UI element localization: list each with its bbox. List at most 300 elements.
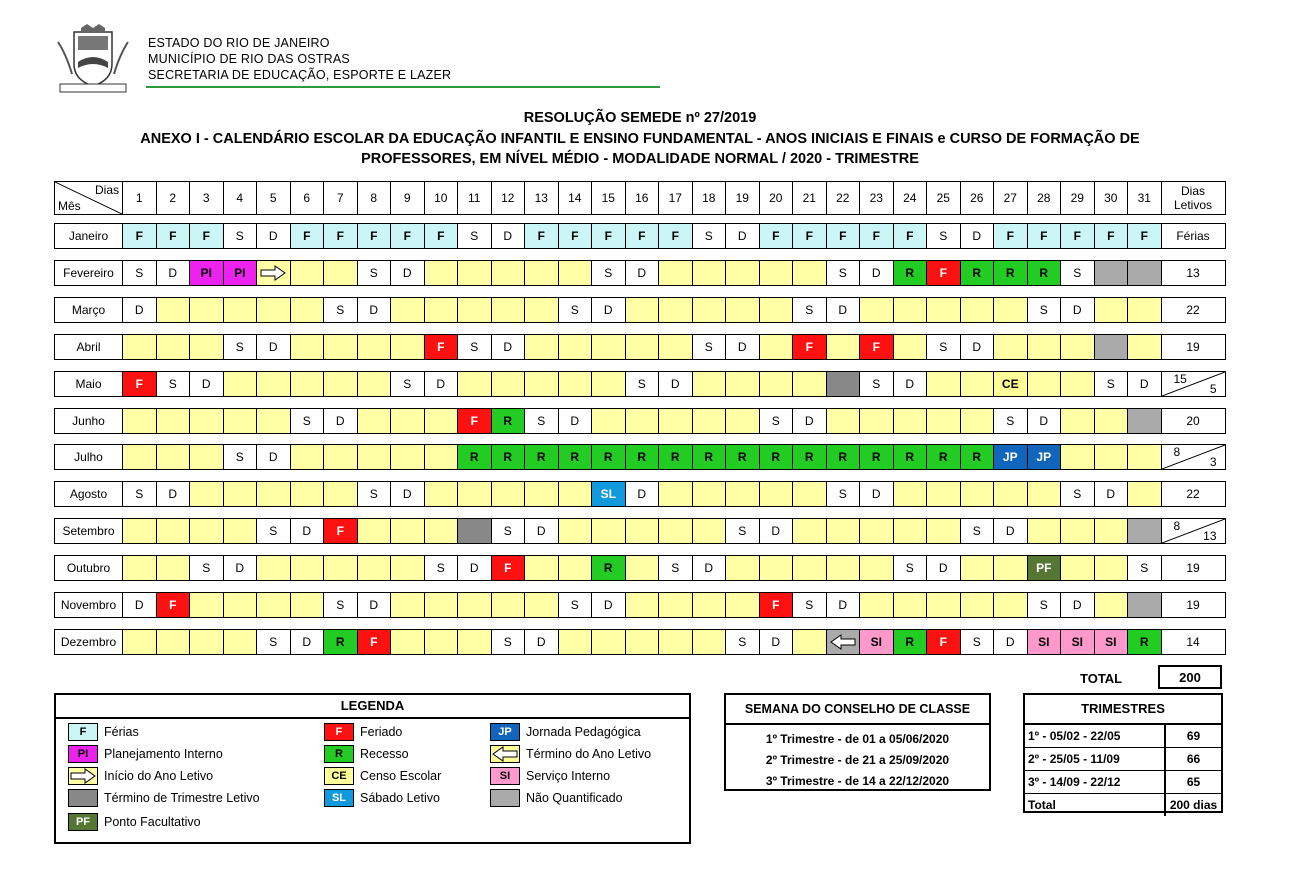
calendar-day-cell	[1060, 518, 1095, 544]
calendar-day-cell	[189, 444, 224, 470]
calendar-day-cell: D	[859, 260, 894, 286]
calendar-day-cell: S	[859, 371, 894, 397]
calendar-day-cell	[390, 444, 425, 470]
calendar-day-cell	[759, 334, 794, 360]
calendar-day-cell: S	[893, 555, 928, 581]
calendar-day-cell: S	[424, 555, 459, 581]
total-value: 200	[1158, 665, 1222, 689]
month-name: Agosto	[54, 481, 123, 507]
calendar-day-cell	[1094, 260, 1129, 286]
calendar-day-cell: D	[993, 629, 1028, 655]
calendar-day-cell: F	[156, 592, 191, 618]
calendar-day-cell: D	[156, 481, 191, 507]
calendar-day-cell	[122, 334, 157, 360]
calendar-day-cell: D	[122, 297, 157, 323]
legend-item	[324, 789, 440, 807]
calendar-day-cell	[725, 297, 760, 323]
day-header: 14	[558, 181, 593, 215]
calendar-day-cell	[323, 555, 358, 581]
conselho-line-2: 2º Trimestre - de 21 a 25/09/2020	[765, 753, 950, 767]
calendar-day-cell	[792, 629, 827, 655]
calendar-day-cell	[122, 555, 157, 581]
month-row	[54, 408, 1226, 434]
calendar-day-cell	[725, 555, 760, 581]
calendar-day-cell: S	[491, 629, 526, 655]
calendar-day-cell	[390, 408, 425, 434]
calendar-day-cell: R	[491, 444, 526, 470]
calendar-day-cell	[290, 481, 325, 507]
calendar-day-cell: F	[792, 223, 827, 249]
calendar-day-cell: D	[826, 592, 861, 618]
calendar-day-cell: D	[591, 297, 626, 323]
calendar-day-cell	[792, 260, 827, 286]
calendar-day-cell	[290, 444, 325, 470]
month-total: 13	[1161, 260, 1226, 286]
legend-swatch	[68, 789, 98, 807]
calendar-day-cell	[1127, 297, 1162, 323]
calendar-day-cell	[424, 481, 459, 507]
corner-days-label: Dias	[94, 183, 119, 197]
calendar-day-cell	[223, 629, 258, 655]
day-header: 3	[189, 181, 224, 215]
calendar-day-cell	[759, 481, 794, 507]
calendar-day-cell: R	[558, 444, 593, 470]
calendar-day-cell	[457, 481, 492, 507]
calendar-day-cell: S	[390, 371, 425, 397]
legend-swatch: PI	[68, 745, 98, 763]
calendar-day-cell	[390, 555, 425, 581]
month-row	[54, 555, 1226, 581]
calendar-day-cell: F	[122, 223, 157, 249]
calendar-day-cell	[357, 444, 392, 470]
calendar-day-cell: SI	[1027, 629, 1062, 655]
day-header: 8	[357, 181, 392, 215]
calendar-day-cell: R	[457, 444, 492, 470]
calendar-day-cell	[424, 518, 459, 544]
legend-item	[68, 813, 201, 831]
calendar-day-cell	[256, 555, 291, 581]
month-total: Férias	[1161, 223, 1226, 249]
calendar-day-cell: D	[256, 334, 291, 360]
header-state: ESTADO DO RIO DE JANEIRO	[148, 36, 330, 50]
calendar-day-cell	[290, 334, 325, 360]
calendar-day-cell	[357, 371, 392, 397]
calendar-day-cell: S	[1027, 297, 1062, 323]
calendar-day-cell: D	[290, 629, 325, 655]
calendar-day-cell	[893, 408, 928, 434]
calendar-day-cell: D	[960, 223, 995, 249]
arrow-right-icon	[68, 767, 98, 785]
calendar-day-cell	[725, 260, 760, 286]
legend-label: Início do Ano Letivo	[104, 769, 214, 783]
calendar-day-cell	[692, 260, 727, 286]
calendar-day-cell: D	[658, 371, 693, 397]
calendar-day-cell	[725, 481, 760, 507]
header-secretariat: SECRETARIA DE EDUCAÇÃO, ESPORTE E LAZER	[148, 68, 452, 82]
legend-label: Planejamento Interno	[104, 747, 223, 761]
calendar-day-cell	[993, 297, 1028, 323]
month-name: Setembro	[54, 518, 123, 544]
conselho-title: SEMANA DO CONSELHO DE CLASSE	[726, 695, 989, 725]
calendar-day-cell	[692, 592, 727, 618]
calendar-day-cell	[256, 297, 291, 323]
legend-item	[68, 789, 260, 807]
day-header: 5	[256, 181, 291, 215]
day-header: 27	[993, 181, 1028, 215]
calendar-day-cell: S	[993, 408, 1028, 434]
calendar-day-cell	[1094, 592, 1129, 618]
calendar-day-cell: D	[390, 481, 425, 507]
calendar-day-cell: S	[189, 555, 224, 581]
calendar-day-cell	[457, 518, 492, 544]
calendar-day-cell: R	[993, 260, 1028, 286]
calendar-day-cell	[524, 371, 559, 397]
calendar-day-cell	[189, 481, 224, 507]
month-row	[54, 481, 1226, 507]
calendar-day-cell	[1060, 555, 1095, 581]
legend-title: LEGENDA	[56, 695, 689, 719]
letivos-header: Dias Letivos	[1161, 181, 1226, 215]
calendar-day-cell	[893, 518, 928, 544]
calendar-day-cell	[658, 592, 693, 618]
month-name: Julho	[54, 444, 123, 470]
calendar-day-cell	[558, 334, 593, 360]
day-header: 6	[290, 181, 325, 215]
legend-swatch: PF	[68, 813, 98, 831]
calendar-day-cell: D	[625, 260, 660, 286]
legend-label: Serviço Interno	[526, 769, 611, 783]
calendar-day-cell	[290, 555, 325, 581]
calendar-day-cell	[256, 481, 291, 507]
legend-item	[324, 723, 402, 741]
trimestre-period: 1º - 05/02 - 22/05	[1025, 725, 1166, 747]
legend-label: Jornada Pedagógica	[526, 725, 641, 739]
calendar-day-cell: PF	[1027, 555, 1062, 581]
legend-swatch: JP	[490, 723, 520, 741]
month-total: 19	[1161, 592, 1226, 618]
calendar-day-cell	[893, 481, 928, 507]
calendar-day-cell	[390, 334, 425, 360]
calendar-day-cell	[156, 334, 191, 360]
trimestre-period: Total	[1025, 794, 1166, 816]
calendar-day-cell	[223, 481, 258, 507]
calendar-day-cell: R	[725, 444, 760, 470]
calendar-day-cell: D	[558, 408, 593, 434]
calendar-day-cell	[1127, 334, 1162, 360]
calendar-day-cell	[926, 408, 961, 434]
day-header: 28	[1027, 181, 1062, 215]
arrow-left-icon	[490, 745, 520, 763]
calendar-day-cell	[625, 592, 660, 618]
trimestres-box	[1023, 693, 1223, 813]
calendar-day-cell	[223, 592, 258, 618]
trimestre-row	[1025, 748, 1221, 771]
calendar-day-cell	[926, 371, 961, 397]
day-header: 9	[390, 181, 425, 215]
calendar-day-cell: F	[993, 223, 1028, 249]
calendar-day-cell: SL	[591, 481, 626, 507]
calendar-day-cell	[960, 555, 995, 581]
calendar-day-cell: D	[457, 555, 492, 581]
calendar-day-cell: D	[926, 555, 961, 581]
trimestres-title: TRIMESTRES	[1025, 695, 1221, 725]
calendar-day-cell: R	[658, 444, 693, 470]
calendar-day-cell	[1127, 518, 1162, 544]
calendar-day-cell	[926, 592, 961, 618]
legend-label: Feriado	[360, 725, 403, 739]
calendar-day-cell	[960, 592, 995, 618]
calendar-day-cell	[859, 518, 894, 544]
calendar-day-cell	[390, 518, 425, 544]
calendar-day-cell: D	[759, 518, 794, 544]
month-row	[54, 518, 1226, 544]
calendar-day-cell	[223, 297, 258, 323]
calendar-day-cell: R	[926, 444, 961, 470]
calendar-day-cell	[189, 592, 224, 618]
arrow-left-icon	[826, 629, 861, 655]
month-name: Março	[54, 297, 123, 323]
calendar-day-cell: S	[792, 592, 827, 618]
calendar-day-cell	[424, 629, 459, 655]
day-header: 23	[859, 181, 894, 215]
calendar-day-cell: F	[926, 260, 961, 286]
month-name: Dezembro	[54, 629, 123, 655]
calendar-day-cell	[558, 260, 593, 286]
calendar-day-cell: F	[859, 223, 894, 249]
calendar-day-cell	[625, 297, 660, 323]
day-header: 2	[156, 181, 191, 215]
day-header: 22	[826, 181, 861, 215]
legend-swatch: F	[324, 723, 354, 741]
calendar-day-cell	[893, 592, 928, 618]
conselho-box	[724, 693, 991, 791]
calendar-day-cell: F	[792, 334, 827, 360]
trimestre-period: 3º - 14/09 - 22/12	[1025, 771, 1166, 793]
calendar-day-cell: R	[591, 444, 626, 470]
calendar-day-cell	[457, 297, 492, 323]
month-row	[54, 334, 1226, 360]
calendar-day-cell: D	[122, 592, 157, 618]
calendar-day-cell	[390, 629, 425, 655]
calendar-day-cell	[960, 297, 995, 323]
calendar-day-cell	[759, 371, 794, 397]
legend-label: Recesso	[360, 747, 409, 761]
calendar-day-cell: D	[591, 592, 626, 618]
calendar-day-cell	[658, 518, 693, 544]
calendar-day-cell: R	[859, 444, 894, 470]
month-name: Fevereiro	[54, 260, 123, 286]
calendar-day-cell	[156, 518, 191, 544]
calendar-day-cell	[424, 408, 459, 434]
calendar-day-cell	[725, 371, 760, 397]
calendar-day-cell: SI	[1060, 629, 1095, 655]
calendar-day-cell	[625, 629, 660, 655]
calendar-day-cell	[457, 371, 492, 397]
calendar-day-cell: F	[424, 334, 459, 360]
calendar-day-cell	[859, 408, 894, 434]
calendar-day-cell: D	[1127, 371, 1162, 397]
calendar-day-cell	[1127, 444, 1162, 470]
day-header: 25	[926, 181, 961, 215]
trimestre-days: 65	[1186, 775, 1201, 789]
day-header: 17	[658, 181, 693, 215]
corner-cell	[54, 181, 123, 215]
calendar-day-cell	[826, 518, 861, 544]
calendar-day-cell	[156, 408, 191, 434]
calendar-day-cell	[658, 334, 693, 360]
calendar-day-cell: D	[524, 629, 559, 655]
calendar-day-cell: D	[424, 371, 459, 397]
calendar-header-row	[54, 181, 1226, 215]
legend-item	[68, 767, 213, 785]
calendar-day-cell	[692, 629, 727, 655]
municipal-seal	[54, 24, 132, 94]
calendar-day-cell	[1094, 555, 1129, 581]
trimestre-days: 200 dias	[1169, 798, 1218, 812]
calendar-day-cell	[424, 444, 459, 470]
day-header: 10	[424, 181, 459, 215]
calendar-day-cell	[1094, 518, 1129, 544]
calendar-day-cell	[692, 518, 727, 544]
calendar-day-cell: R	[893, 629, 928, 655]
calendar-day-cell: S	[122, 260, 157, 286]
calendar-day-cell	[993, 481, 1028, 507]
annex-subtitle: PROFESSORES, EM NÍVEL MÉDIO - MODALIDADE NORMAL / 2020 - TRIMESTRE	[361, 151, 919, 167]
calendar-day-cell: S	[156, 371, 191, 397]
calendar-day-cell	[323, 334, 358, 360]
calendar-day-cell: S	[223, 223, 258, 249]
calendar-day-cell: R	[826, 444, 861, 470]
calendar-day-cell	[1060, 371, 1095, 397]
calendar-day-cell	[1094, 408, 1129, 434]
calendar-day-cell: F	[1060, 223, 1095, 249]
trimestre-row	[1025, 794, 1221, 816]
calendar-day-cell	[256, 592, 291, 618]
calendar-day-cell	[524, 260, 559, 286]
calendar-day-cell: D	[491, 223, 526, 249]
legend-item	[490, 723, 641, 741]
calendar-day-cell: F	[591, 223, 626, 249]
calendar-day-cell	[960, 371, 995, 397]
calendar-day-cell: D	[491, 334, 526, 360]
calendar-day-cell: F	[357, 629, 392, 655]
calendar-day-cell: D	[859, 481, 894, 507]
calendar-day-cell: PI	[223, 260, 258, 286]
calendar-day-cell	[1027, 481, 1062, 507]
calendar-day-cell: F	[390, 223, 425, 249]
calendar-day-cell	[826, 555, 861, 581]
conselho-line-1: 1º Trimestre - de 01 a 05/06/2020	[765, 732, 950, 746]
calendar-day-cell: S	[1060, 260, 1095, 286]
calendar-day-cell	[357, 334, 392, 360]
calendar-day-cell: S	[692, 334, 727, 360]
calendar-day-cell	[424, 592, 459, 618]
calendar-day-cell	[524, 592, 559, 618]
calendar-day-cell	[658, 297, 693, 323]
calendar-day-cell: D	[692, 555, 727, 581]
calendar-day-cell	[1060, 408, 1095, 434]
calendar-day-cell: D	[792, 408, 827, 434]
month-row	[54, 444, 1226, 470]
month-row	[54, 629, 1226, 655]
calendar-day-cell	[792, 371, 827, 397]
calendar-day-cell	[122, 518, 157, 544]
day-header: 4	[223, 181, 258, 215]
calendar-day-cell	[759, 555, 794, 581]
calendar-day-cell: D	[759, 629, 794, 655]
calendar-day-cell	[524, 297, 559, 323]
calendar-day-cell	[457, 260, 492, 286]
calendar-day-cell	[725, 408, 760, 434]
calendar-day-cell	[1127, 481, 1162, 507]
calendar-day-cell	[558, 481, 593, 507]
calendar-day-cell: D	[256, 223, 291, 249]
calendar-day-cell	[457, 592, 492, 618]
calendar-day-cell	[357, 518, 392, 544]
calendar-day-cell	[189, 408, 224, 434]
calendar-day-cell: F	[826, 223, 861, 249]
calendar-day-cell: F	[189, 223, 224, 249]
calendar-day-cell	[357, 408, 392, 434]
legend-label: Término de Trimestre Letivo	[104, 791, 260, 805]
calendar-day-cell	[156, 297, 191, 323]
calendar-day-cell: D	[189, 371, 224, 397]
calendar-day-cell: D	[290, 518, 325, 544]
month-row	[54, 371, 1226, 397]
calendar-day-cell: R	[1127, 629, 1162, 655]
calendar-day-cell: R	[960, 444, 995, 470]
calendar-day-cell	[156, 444, 191, 470]
calendar-day-cell	[424, 297, 459, 323]
calendar-day-cell	[591, 518, 626, 544]
header-divider	[146, 86, 660, 88]
calendar-day-cell	[122, 444, 157, 470]
calendar-day-cell	[960, 481, 995, 507]
calendar-day-cell	[223, 371, 258, 397]
calendar-day-cell	[156, 555, 191, 581]
calendar-day-cell: S	[122, 481, 157, 507]
calendar-day-cell	[189, 629, 224, 655]
total-label: TOTAL	[1080, 671, 1123, 686]
calendar-day-cell: D	[357, 297, 392, 323]
calendar-day-cell: S	[323, 592, 358, 618]
calendar-day-cell: S	[826, 260, 861, 286]
calendar-day-cell: F	[357, 223, 392, 249]
calendar-day-cell: F	[625, 223, 660, 249]
calendar-day-cell	[223, 408, 258, 434]
day-header: 21	[792, 181, 827, 215]
calendar-day-cell	[390, 592, 425, 618]
calendar-day-cell: F	[524, 223, 559, 249]
calendar-day-cell: R	[960, 260, 995, 286]
legend-item	[490, 767, 610, 785]
calendar-day-cell: R	[524, 444, 559, 470]
calendar-day-cell: F	[759, 223, 794, 249]
calendar-day-cell: D	[323, 408, 358, 434]
calendar-day-cell	[1060, 334, 1095, 360]
calendar-day-cell: D	[156, 260, 191, 286]
calendar-day-cell: F	[558, 223, 593, 249]
calendar-day-cell: D	[826, 297, 861, 323]
legend-item	[490, 745, 651, 763]
calendar-day-cell: S	[558, 592, 593, 618]
calendar-day-cell	[323, 260, 358, 286]
legend-swatch: R	[324, 745, 354, 763]
legend-swatch	[490, 789, 520, 807]
calendar-day-cell: F	[424, 223, 459, 249]
legend-label: Ponto Facultativo	[104, 815, 201, 829]
calendar-day-cell: D	[993, 518, 1028, 544]
